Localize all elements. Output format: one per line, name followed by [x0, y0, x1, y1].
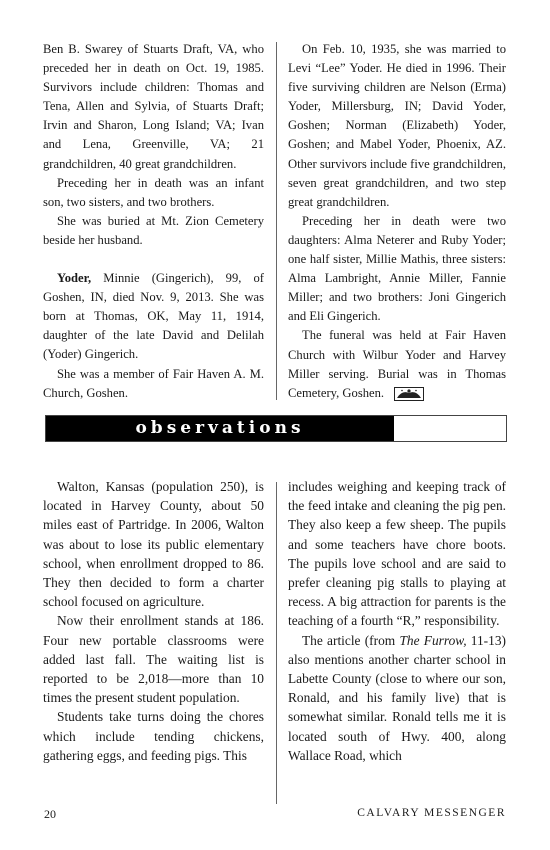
- article-paragraph: Now their enrollment stands at 186. Four new portable classrooms were added last fall. The waiting list is reported to be 2,018—more than 10 times the present student population.: [43, 613, 264, 706]
- obituary-text: Minnie (Gingerich), 99, of Goshen, IN, died Nov. 9, 2013. She was born at Thomas, OK, May 11, 1914, daughter of the late David and Delilah (Yoder) Gingerich.: [43, 271, 264, 362]
- obituary-paragraph: Ben B. Swarey of Stuarts Draft, VA, who preceded her in death on Oct. 19, 1985. Survivors include children: Thomas and Tena, Allen and Sylvia, of Stuarts Draft; Irvin and Sharon, Long Island; VA; Ivan and Lena, Greenville, VA; 21 grandchildren, 40 great grandchildren.: [43, 42, 264, 171]
- obituary-column-right: [288, 40, 506, 403]
- obituary-column-left: [43, 40, 264, 403]
- article-paragraph: Students take turns doing the chores which include tending chickens, gathering eggs, and feeding pigs. This: [43, 709, 264, 763]
- article-paragraph: includes weighing and keeping track of the feed intake and cleaning the pig pen. They also keep a few sheep. The pupils and some teachers have chore boots. The pupils love school and are said to prefer cleaning pig stalls to playing at recess. A big attraction for parents is the teaching of a fourth “R,” responsibility.: [288, 479, 506, 629]
- article-text: 11-13) also mentions another charter school in Labette County (close to where our son, Ronald, and his family live) that is somewhat similar. Ronald tells me it is located south of Hwy. 400, along Wallace Road, which: [288, 632, 506, 763]
- column-divider: [276, 482, 277, 804]
- publication-name: CALVARY MESSENGER: [357, 807, 506, 819]
- article-column-right: [288, 477, 506, 765]
- page-number: 20: [44, 807, 56, 821]
- article-paragraph: Walton, Kansas (population 250), is located in Harvey County, about 50 miles east of Partridge. In 2006, Walton was about to lose its public elementary school, when enrollment dropped to 86. They then decided to form a charter school focused on agriculture.: [43, 479, 264, 610]
- article-source-title: The Furrow,: [399, 632, 467, 648]
- obituary-text: The funeral was held at Fair Haven Church with Wilbur Yoder and Harvey Miller serving. Burial was in Thomas Cemetery, Goshen.: [288, 328, 506, 400]
- article-paragraph: [288, 631, 506, 765]
- obituary-name: Yoder,: [57, 271, 92, 286]
- obituary-paragraph: Preceding her in death were two daughters: Alma Neterer and Ruby Yoder; one half sister, Millie Mathis, three sisters: Alma Lambright, Annie Miller, Fannie Miller; and two brothers: Joni Gingerich and Eli Gingerich.: [288, 213, 506, 324]
- article-text: The article (from: [302, 632, 400, 648]
- obituary-paragraph: [288, 326, 506, 402]
- article-column-left: [43, 477, 264, 765]
- obituary-paragraph: She was a member of Fair Haven A. M. Church, Goshen.: [43, 366, 264, 400]
- obituary-paragraph: She was buried at Mt. Zion Cemetery beside her husband.: [43, 213, 264, 247]
- column-divider: [276, 42, 277, 400]
- obituary-paragraph: Preceding her in death was an infant son, two sisters, and two brothers.: [43, 175, 264, 209]
- obituary-paragraph: On Feb. 10, 1935, she was married to Levi “Lee” Yoder. He died in 1996. Their five surviving children are Nelson (Erma) Yoder, Millersburg, IN; David Yoder, Goshen; Norman (Elizabeth) Yoder, Goshen; and Mabel Yoder, Phoenix, AZ. Other survivors include five grandchildren, seven great grandchildren, and two step great grandchildren.: [288, 42, 506, 209]
- section-title: observations: [135, 418, 305, 438]
- obituary-entry-yoder: [43, 269, 264, 364]
- section-banner: [45, 415, 507, 442]
- end-ornament-icon: [394, 387, 424, 401]
